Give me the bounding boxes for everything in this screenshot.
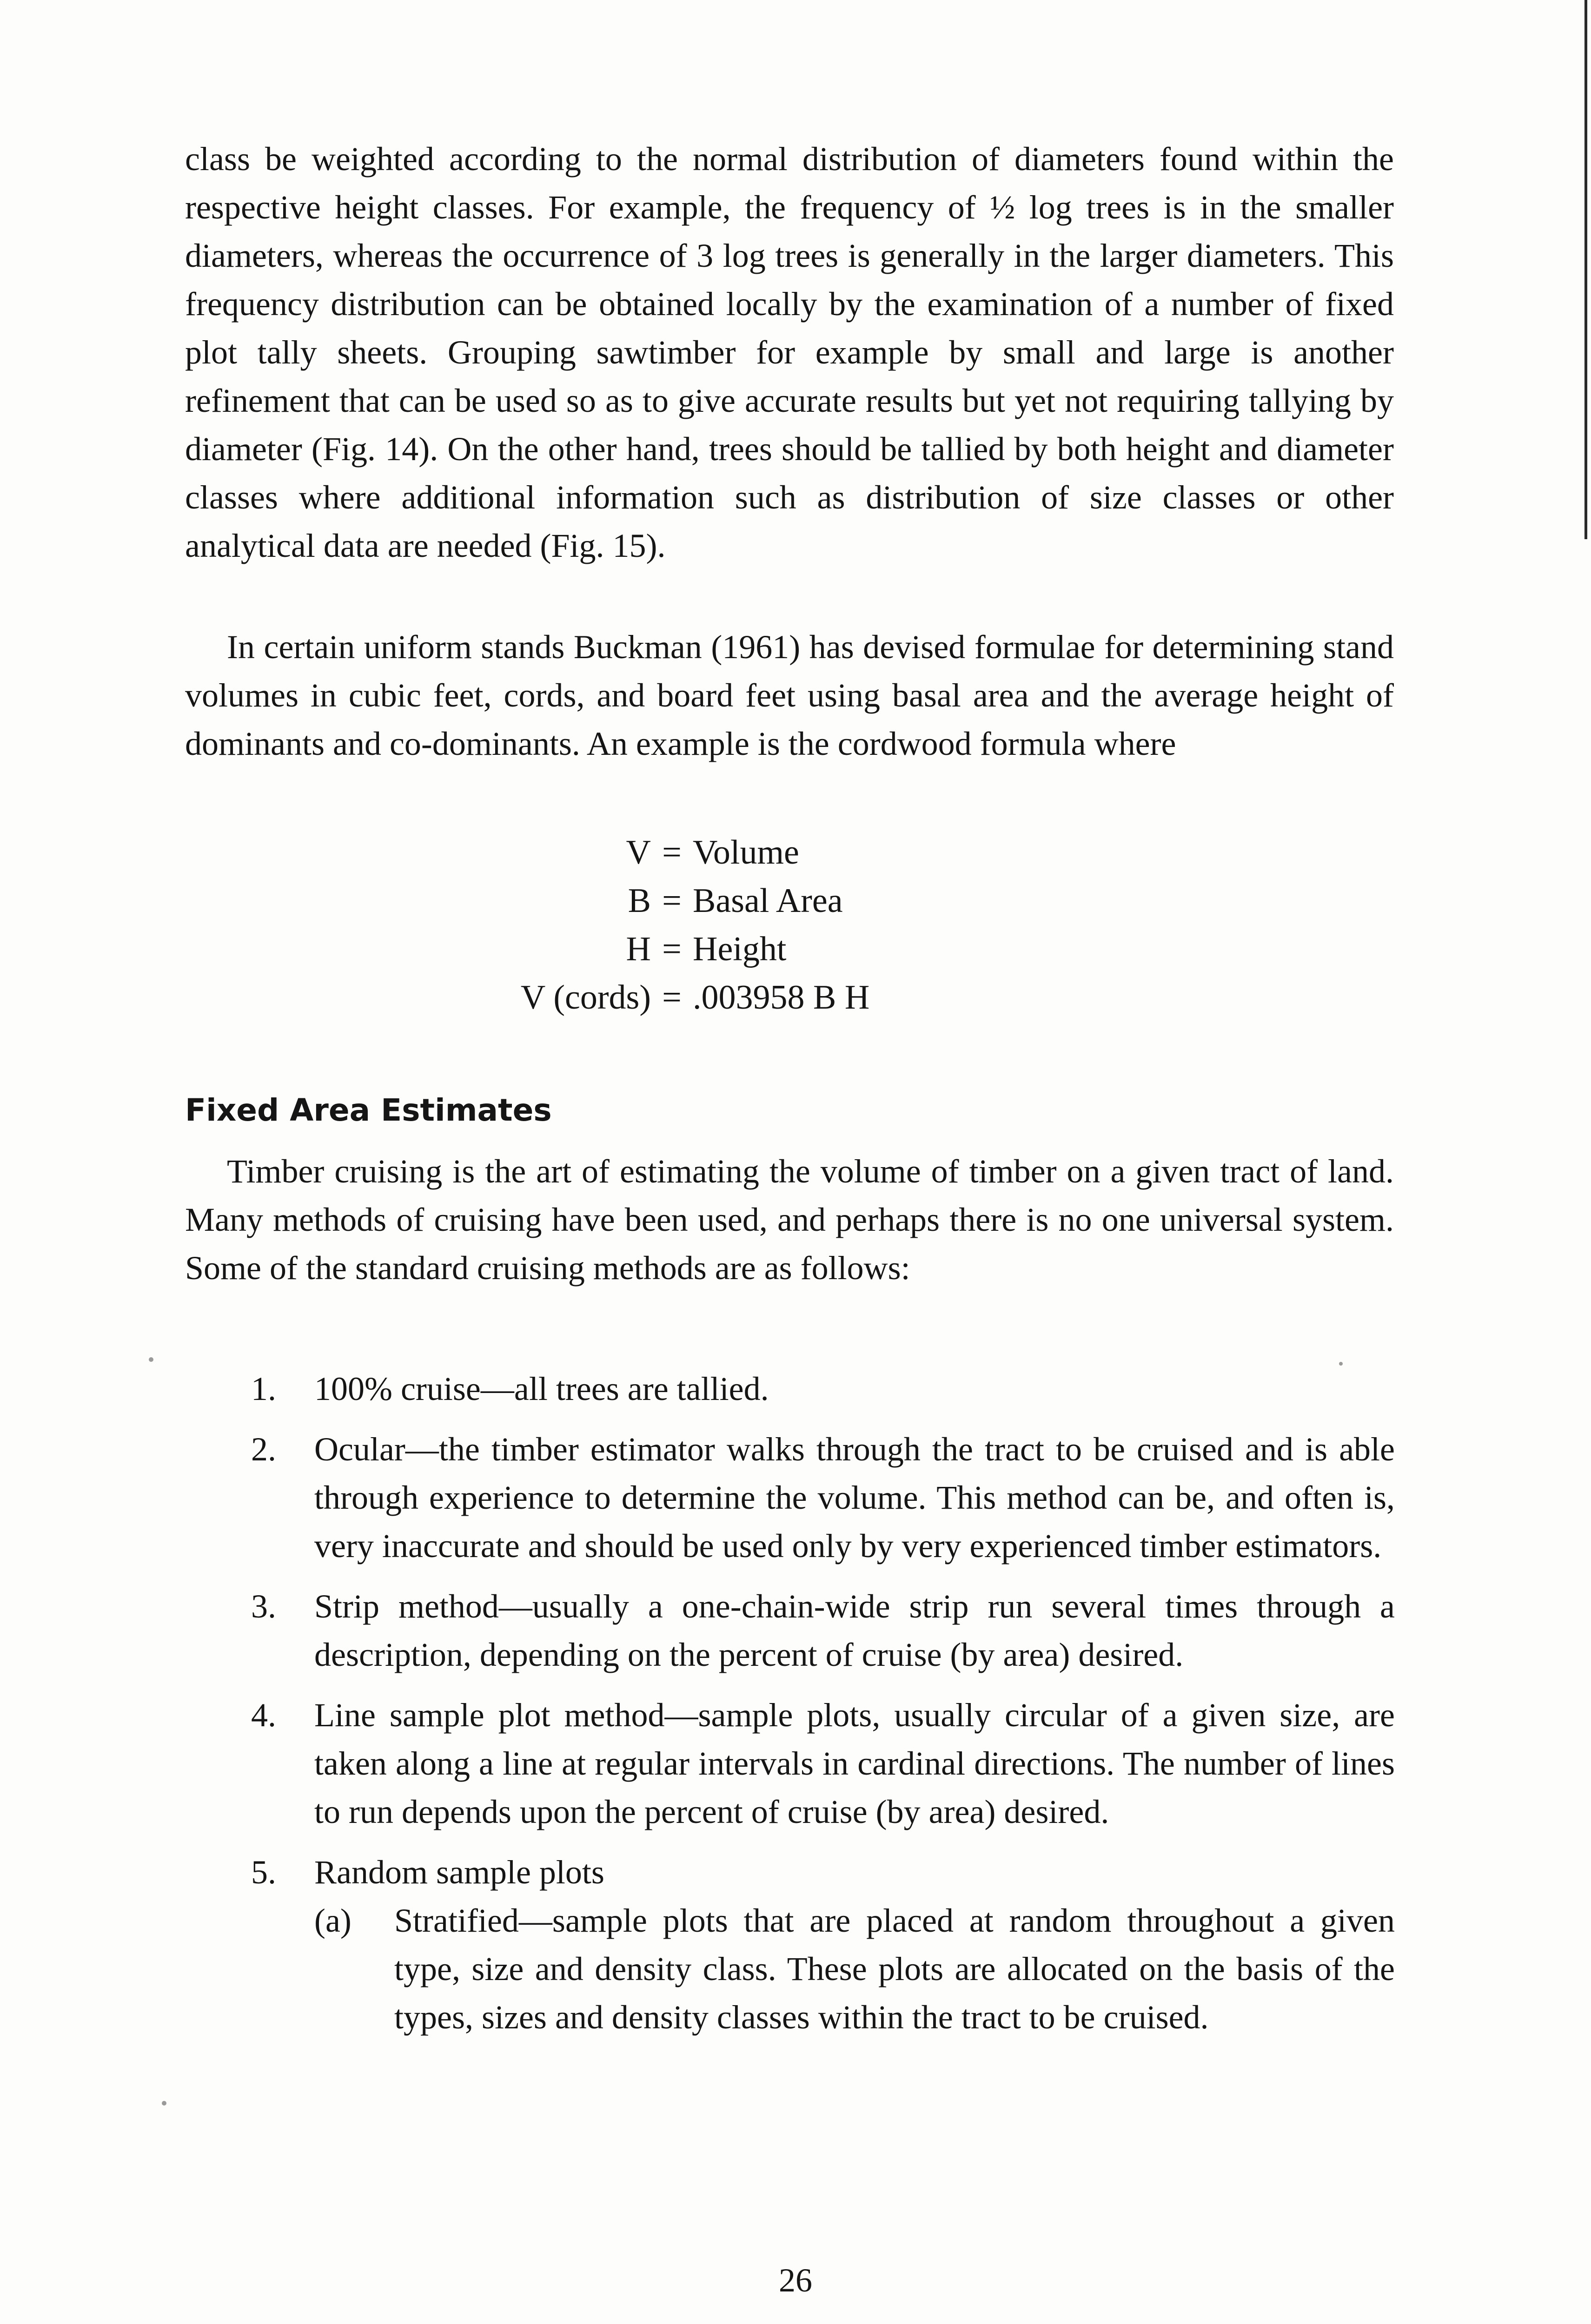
formula-rhs: Volume — [693, 833, 799, 872]
buckman-paragraph — [185, 623, 1394, 768]
formula-equals: = — [662, 978, 682, 1017]
cordwood-formula — [465, 828, 869, 1022]
section-paragraph-text: Timber cruising is the art of estimating the volume of timber on a given tract of land. Many methods of cruising have been used, and perhaps there is no one universal system. Some of the standard cruising methods are as follows: — [185, 1153, 1394, 1287]
page-edge-line — [1584, 0, 1587, 539]
list-item-text: Random sample plots — [314, 1854, 604, 1891]
list-item-number: 3. — [251, 1588, 276, 1625]
sub-list-item — [314, 1896, 1395, 2041]
formula-row-cords — [465, 973, 869, 1022]
section-heading: Fixed Area Estimates — [185, 1092, 552, 1128]
formula-rhs: .003958 B H — [693, 978, 870, 1017]
scan-speck — [162, 2101, 166, 2106]
cruising-methods-list — [251, 1365, 1395, 2053]
formula-row-basal-area — [465, 877, 869, 925]
formula-rhs: Height — [693, 930, 787, 968]
list-item-text: Ocular—the timber estimator walks through the tract to be cruised and is able through experience to determine the volume. This method can be, and often is, very inaccurate and should be used only by very experienced timber estimators. — [314, 1431, 1395, 1565]
formula-rhs: Basal Area — [693, 882, 843, 920]
scan-speck — [149, 1357, 153, 1362]
list-item-number: 4. — [251, 1697, 276, 1734]
scan-speck — [1339, 1362, 1343, 1366]
formula-equals: = — [662, 882, 682, 920]
list-item — [251, 1365, 1395, 1413]
list-item-text: Strip method—usually a one-chain-wide strip run several times through a description, depending on the percent of cruise (by area) desired. — [314, 1588, 1395, 1673]
list-item — [251, 1691, 1395, 1836]
formula-lhs: V — [626, 833, 651, 872]
list-item-body — [314, 1848, 1395, 2041]
buckman-paragraph-text: In certain uniform stands Buckman (1961) has devised formulae for determining stand volumes in cubic feet, cords, and board feet using basal area and the average height of dominants and co-dominants. An example is the cordwood formula where — [185, 628, 1394, 762]
list-item-text: 100% cruise—all trees are tallied. — [314, 1370, 769, 1407]
formula-lhs: V (cords) — [520, 978, 651, 1017]
formula-equals: = — [662, 833, 682, 872]
sub-item-text: Stratified—sample plots that are placed at random throughout a given type, size and density class. These plots are allocated on the basis of the types, sizes and density classes within the tract to be cruised. — [394, 1902, 1395, 2036]
list-item — [251, 1848, 1395, 2041]
formula-lhs: H — [626, 930, 651, 968]
intro-paragraph — [185, 135, 1394, 570]
list-item-number: 1. — [251, 1370, 276, 1407]
random-sample-sublist — [314, 1896, 1395, 2041]
list-item — [251, 1582, 1395, 1679]
sub-item-letter: (a) — [314, 1902, 351, 1939]
formula-row-height — [465, 925, 869, 973]
list-item-number: 2. — [251, 1431, 276, 1468]
list-item — [251, 1425, 1395, 1570]
intro-paragraph-text: class be weighted according to the normal distribution of diameters found within the respective height classes. For example, the frequency of ½ log trees is in the smaller diameters, whereas the occurrence of 3 log trees is generally in the larger diameters. This frequency distribution can be obtained locally by the examination of a number of fixed plot tally sheets. Grouping sawtimber for example by small and large is another refinement that can be used so as to give accurate results but yet not requiring tallying by diameter (Fig. 14). On the other hand, trees should be tallied by both height and diameter classes where additional information such as distribution of size classes or other analytical data are needed (Fig. 15). — [185, 140, 1394, 564]
section-paragraph — [185, 1147, 1394, 1292]
formula-equals: = — [662, 930, 682, 968]
formula-lhs: B — [628, 882, 651, 920]
list-item-number: 5. — [251, 1854, 276, 1891]
formula-row-volume — [465, 828, 869, 877]
list-item-text: Line sample plot method—sample plots, usually circular of a given size, are taken along a line at regular intervals in cardinal directions. The number of lines to run depends upon the percent of cruise (by area) desired. — [314, 1697, 1395, 1830]
page-number: 26 — [779, 2262, 812, 2299]
